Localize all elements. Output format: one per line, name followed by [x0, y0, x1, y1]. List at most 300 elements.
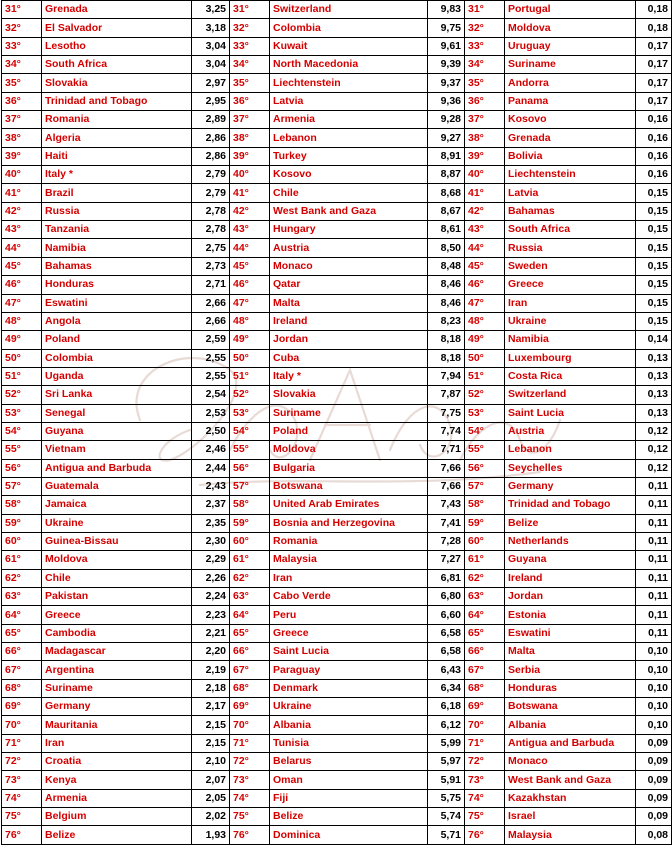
country-cell: Moldova — [270, 441, 428, 459]
value-cell: 0,11 — [636, 588, 672, 606]
country-cell: Madagascar — [42, 643, 192, 661]
value-cell: 0,09 — [636, 753, 672, 771]
value-cell: 0,12 — [636, 422, 672, 440]
rank-cell: 57° — [230, 477, 270, 495]
value-cell: 2,86 — [192, 129, 230, 147]
value-cell: 6,80 — [428, 588, 465, 606]
value-cell: 3,18 — [192, 19, 230, 37]
rank-cell: 38° — [2, 129, 42, 147]
country-cell: Saint Lucia — [505, 404, 636, 422]
country-cell: Ukraine — [505, 312, 636, 330]
country-cell: Ukraine — [270, 698, 428, 716]
rank-cell: 71° — [2, 734, 42, 752]
rank-cell: 50° — [230, 349, 270, 367]
value-cell: 0,15 — [636, 257, 672, 275]
table-row — [2, 496, 672, 514]
rank-cell: 68° — [465, 679, 505, 697]
value-cell: 0,15 — [636, 239, 672, 257]
country-cell: Iran — [505, 294, 636, 312]
value-cell: 2,50 — [192, 422, 230, 440]
rank-cell: 61° — [2, 551, 42, 569]
value-cell: 2,07 — [192, 771, 230, 789]
country-cell: Bahamas — [42, 257, 192, 275]
country-cell: Switzerland — [505, 386, 636, 404]
rank-cell: 61° — [465, 551, 505, 569]
table-row — [2, 166, 672, 184]
rank-cell: 72° — [230, 753, 270, 771]
value-cell: 3,25 — [192, 1, 230, 19]
table-row — [2, 184, 672, 202]
country-cell: Honduras — [505, 679, 636, 697]
rank-cell: 43° — [230, 221, 270, 239]
rank-cell: 59° — [465, 514, 505, 532]
value-cell: 0,18 — [636, 1, 672, 19]
country-cell: Austria — [505, 422, 636, 440]
rank-cell: 52° — [465, 386, 505, 404]
table-row — [2, 808, 672, 826]
value-cell: 2,21 — [192, 624, 230, 642]
rank-cell: 37° — [2, 111, 42, 129]
country-cell: Ireland — [505, 569, 636, 587]
country-cell: Mauritania — [42, 716, 192, 734]
country-cell: Bolivia — [505, 147, 636, 165]
rank-cell: 32° — [230, 19, 270, 37]
rank-cell: 34° — [230, 56, 270, 74]
rank-cell: 43° — [465, 221, 505, 239]
value-cell: 6,43 — [428, 661, 465, 679]
value-cell: 9,61 — [428, 37, 465, 55]
country-cell: Andorra — [505, 74, 636, 92]
value-cell: 2,78 — [192, 221, 230, 239]
country-cell: Haiti — [42, 147, 192, 165]
value-cell: 2,17 — [192, 698, 230, 716]
table-row — [2, 367, 672, 385]
rank-cell: 36° — [2, 92, 42, 110]
table-row — [2, 606, 672, 624]
country-cell: Trinidad and Tobago — [42, 92, 192, 110]
rank-cell: 74° — [230, 789, 270, 807]
country-cell: Cuba — [270, 349, 428, 367]
value-cell: 5,75 — [428, 789, 465, 807]
country-cell: Slovakia — [270, 386, 428, 404]
country-cell: Suriname — [270, 404, 428, 422]
rank-cell: 59° — [2, 514, 42, 532]
value-cell: 0,17 — [636, 92, 672, 110]
country-cell: Namibia — [42, 239, 192, 257]
country-cell: Tanzania — [42, 221, 192, 239]
value-cell: 2,55 — [192, 349, 230, 367]
rank-cell: 51° — [465, 367, 505, 385]
rank-cell: 47° — [465, 294, 505, 312]
rank-cell: 70° — [2, 716, 42, 734]
value-cell: 7,74 — [428, 422, 465, 440]
value-cell: 8,50 — [428, 239, 465, 257]
country-cell: Kosovo — [270, 166, 428, 184]
value-cell: 6,18 — [428, 698, 465, 716]
country-cell: Algeria — [42, 129, 192, 147]
country-cell: Kazakhstan — [505, 789, 636, 807]
country-cell: Senegal — [42, 404, 192, 422]
rank-cell: 64° — [230, 606, 270, 624]
value-cell: 8,18 — [428, 331, 465, 349]
value-cell: 6,58 — [428, 643, 465, 661]
country-cell: Grenada — [42, 1, 192, 19]
country-cell: Kenya — [42, 771, 192, 789]
rank-cell: 63° — [230, 588, 270, 606]
country-cell: Jordan — [505, 588, 636, 606]
value-cell: 0,16 — [636, 129, 672, 147]
value-cell: 2,95 — [192, 92, 230, 110]
rank-cell: 65° — [465, 624, 505, 642]
table-row — [2, 129, 672, 147]
rank-cell: 48° — [465, 312, 505, 330]
country-cell: Lebanon — [505, 441, 636, 459]
country-cell: El Salvador — [42, 19, 192, 37]
country-cell: Uruguay — [505, 37, 636, 55]
country-cell: Malaysia — [270, 551, 428, 569]
country-cell: Antigua and Barbuda — [42, 459, 192, 477]
rank-cell: 35° — [465, 74, 505, 92]
value-cell: 8,46 — [428, 276, 465, 294]
value-cell: 2,29 — [192, 551, 230, 569]
country-cell: Italy * — [42, 166, 192, 184]
country-cell: Armenia — [270, 111, 428, 129]
rank-cell: 46° — [465, 276, 505, 294]
rank-cell: 68° — [2, 679, 42, 697]
value-cell: 5,99 — [428, 734, 465, 752]
value-cell: 0,12 — [636, 459, 672, 477]
country-cell: Romania — [270, 532, 428, 550]
rank-cell: 39° — [230, 147, 270, 165]
value-cell: 0,12 — [636, 441, 672, 459]
value-cell: 0,09 — [636, 734, 672, 752]
country-cell: Suriname — [505, 56, 636, 74]
country-cell: South Africa — [505, 221, 636, 239]
value-cell: 2,35 — [192, 514, 230, 532]
table-row — [2, 826, 672, 844]
value-cell: 8,87 — [428, 166, 465, 184]
country-cell: Guinea-Bissau — [42, 532, 192, 550]
value-cell: 2,23 — [192, 606, 230, 624]
value-cell: 2,73 — [192, 257, 230, 275]
country-cell: Greece — [270, 624, 428, 642]
value-cell: 9,28 — [428, 111, 465, 129]
table-row — [2, 276, 672, 294]
country-cell: Malta — [270, 294, 428, 312]
country-cell: Malaysia — [505, 826, 636, 844]
value-cell: 2,79 — [192, 184, 230, 202]
country-cell: Moldova — [42, 551, 192, 569]
rank-cell: 49° — [230, 331, 270, 349]
rank-cell: 66° — [2, 643, 42, 661]
value-cell: 7,43 — [428, 496, 465, 514]
rank-cell: 62° — [465, 569, 505, 587]
rank-cell: 51° — [2, 367, 42, 385]
rank-cell: 33° — [2, 37, 42, 55]
rank-cell: 54° — [230, 422, 270, 440]
value-cell: 7,41 — [428, 514, 465, 532]
country-cell: Monaco — [270, 257, 428, 275]
rank-cell: 60° — [2, 532, 42, 550]
country-cell: Poland — [42, 331, 192, 349]
rank-cell: 48° — [2, 312, 42, 330]
country-cell: Botswana — [270, 477, 428, 495]
table-row — [2, 753, 672, 771]
rank-cell: 39° — [465, 147, 505, 165]
value-cell: 6,12 — [428, 716, 465, 734]
rank-cell: 51° — [230, 367, 270, 385]
country-cell: Bosnia and Herzegovina — [270, 514, 428, 532]
rank-cell: 65° — [2, 624, 42, 642]
country-cell: Liechtenstein — [270, 74, 428, 92]
rank-cell: 63° — [2, 588, 42, 606]
rank-cell: 49° — [2, 331, 42, 349]
value-cell: 2,71 — [192, 276, 230, 294]
value-cell: 9,39 — [428, 56, 465, 74]
rank-cell: 32° — [465, 19, 505, 37]
country-cell: Liechtenstein — [505, 166, 636, 184]
value-cell: 0,11 — [636, 569, 672, 587]
value-cell: 6,58 — [428, 624, 465, 642]
country-cell: Jordan — [270, 331, 428, 349]
rank-cell: 34° — [2, 56, 42, 74]
country-cell: Paraguay — [270, 661, 428, 679]
country-cell: Dominica — [270, 826, 428, 844]
rank-cell: 33° — [230, 37, 270, 55]
country-cell: Ukraine — [42, 514, 192, 532]
value-cell: 0,15 — [636, 312, 672, 330]
value-cell: 0,09 — [636, 789, 672, 807]
country-cell: Namibia — [505, 331, 636, 349]
country-cell: Seychelles — [505, 459, 636, 477]
value-cell: 2,55 — [192, 367, 230, 385]
rank-cell: 75° — [465, 808, 505, 826]
rank-cell: 53° — [2, 404, 42, 422]
table-row — [2, 312, 672, 330]
rank-cell: 52° — [2, 386, 42, 404]
table-row — [2, 331, 672, 349]
country-cell: Albania — [505, 716, 636, 734]
country-cell: Sweden — [505, 257, 636, 275]
value-cell: 9,75 — [428, 19, 465, 37]
country-cell: Lebanon — [270, 129, 428, 147]
rank-cell: 72° — [465, 753, 505, 771]
rank-cell: 44° — [465, 239, 505, 257]
value-cell: 2,02 — [192, 808, 230, 826]
value-cell: 2,24 — [192, 588, 230, 606]
rank-cell: 53° — [230, 404, 270, 422]
rank-cell: 44° — [2, 239, 42, 257]
value-cell: 2,97 — [192, 74, 230, 92]
value-cell: 2,54 — [192, 386, 230, 404]
rank-cell: 37° — [230, 111, 270, 129]
rank-cell: 46° — [2, 276, 42, 294]
rank-cell: 73° — [465, 771, 505, 789]
table-row — [2, 386, 672, 404]
table-row — [2, 349, 672, 367]
value-cell: 0,14 — [636, 331, 672, 349]
rank-cell: 59° — [230, 514, 270, 532]
country-cell: Eswatini — [505, 624, 636, 642]
rank-cell: 50° — [465, 349, 505, 367]
value-cell: 2,05 — [192, 789, 230, 807]
rank-cell: 47° — [2, 294, 42, 312]
value-cell: 8,67 — [428, 202, 465, 220]
country-cell: Armenia — [42, 789, 192, 807]
value-cell: 2,66 — [192, 312, 230, 330]
value-cell: 8,48 — [428, 257, 465, 275]
value-cell: 0,10 — [636, 698, 672, 716]
table-row — [2, 202, 672, 220]
value-cell: 8,91 — [428, 147, 465, 165]
rank-cell: 69° — [465, 698, 505, 716]
country-cell: Ireland — [270, 312, 428, 330]
country-cell: Belize — [505, 514, 636, 532]
table-row — [2, 624, 672, 642]
rank-cell: 66° — [230, 643, 270, 661]
value-cell: 7,87 — [428, 386, 465, 404]
value-cell: 0,17 — [636, 56, 672, 74]
value-cell: 0,10 — [636, 679, 672, 697]
ranking-rows — [2, 1, 672, 845]
value-cell: 2,79 — [192, 166, 230, 184]
rank-cell: 69° — [2, 698, 42, 716]
table-row — [2, 514, 672, 532]
country-cell: Costa Rica — [505, 367, 636, 385]
country-cell: Albania — [270, 716, 428, 734]
rank-cell: 66° — [465, 643, 505, 661]
rank-cell: 56° — [465, 459, 505, 477]
table-row — [2, 569, 672, 587]
country-cell: Colombia — [270, 19, 428, 37]
country-cell: Kuwait — [270, 37, 428, 55]
country-cell: Bahamas — [505, 202, 636, 220]
country-cell: Luxembourg — [505, 349, 636, 367]
value-cell: 8,61 — [428, 221, 465, 239]
value-cell: 9,36 — [428, 92, 465, 110]
country-cell: Serbia — [505, 661, 636, 679]
rank-cell: 41° — [230, 184, 270, 202]
country-cell: Monaco — [505, 753, 636, 771]
value-cell: 0,13 — [636, 386, 672, 404]
table-row — [2, 532, 672, 550]
country-cell: Trinidad and Tobago — [505, 496, 636, 514]
value-cell: 2,30 — [192, 532, 230, 550]
rank-cell: 50° — [2, 349, 42, 367]
value-cell: 0,10 — [636, 661, 672, 679]
rank-cell: 67° — [465, 661, 505, 679]
rank-cell: 33° — [465, 37, 505, 55]
rank-cell: 62° — [2, 569, 42, 587]
rank-cell: 61° — [230, 551, 270, 569]
value-cell: 9,27 — [428, 129, 465, 147]
value-cell: 2,78 — [192, 202, 230, 220]
country-cell: Botswana — [505, 698, 636, 716]
country-cell: Belgium — [42, 808, 192, 826]
country-cell: Honduras — [42, 276, 192, 294]
rank-cell: 65° — [230, 624, 270, 642]
country-cell: Grenada — [505, 129, 636, 147]
country-cell: Peru — [270, 606, 428, 624]
table-row — [2, 37, 672, 55]
table-row — [2, 588, 672, 606]
value-cell: 8,46 — [428, 294, 465, 312]
rank-cell: 56° — [2, 459, 42, 477]
table-row — [2, 19, 672, 37]
country-cell: Guyana — [505, 551, 636, 569]
value-cell: 0,13 — [636, 404, 672, 422]
table-row — [2, 221, 672, 239]
table-row — [2, 239, 672, 257]
table-row — [2, 771, 672, 789]
value-cell: 0,13 — [636, 349, 672, 367]
ranking-table — [1, 0, 672, 845]
country-cell: South Africa — [42, 56, 192, 74]
value-cell: 0,11 — [636, 606, 672, 624]
country-cell: Chile — [42, 569, 192, 587]
rank-cell: 55° — [2, 441, 42, 459]
rank-cell: 49° — [465, 331, 505, 349]
value-cell: 2,10 — [192, 753, 230, 771]
rank-cell: 55° — [465, 441, 505, 459]
rank-cell: 56° — [230, 459, 270, 477]
country-cell: Israel — [505, 808, 636, 826]
value-cell: 0,10 — [636, 643, 672, 661]
table-row — [2, 441, 672, 459]
table-row — [2, 661, 672, 679]
country-cell: Switzerland — [270, 1, 428, 19]
value-cell: 1,93 — [192, 826, 230, 844]
country-cell: Slovakia — [42, 74, 192, 92]
value-cell: 0,11 — [636, 477, 672, 495]
value-cell: 0,11 — [636, 496, 672, 514]
rank-cell: 76° — [230, 826, 270, 844]
rank-cell: 60° — [230, 532, 270, 550]
table-row — [2, 789, 672, 807]
value-cell: 2,59 — [192, 331, 230, 349]
country-cell: Sri Lanka — [42, 386, 192, 404]
rank-cell: 36° — [230, 92, 270, 110]
country-cell: Angola — [42, 312, 192, 330]
value-cell: 2,86 — [192, 147, 230, 165]
country-cell: Vietnam — [42, 441, 192, 459]
rank-cell: 31° — [2, 1, 42, 19]
value-cell: 6,34 — [428, 679, 465, 697]
value-cell: 0,09 — [636, 808, 672, 826]
rank-cell: 35° — [230, 74, 270, 92]
table-row — [2, 257, 672, 275]
country-cell: Malta — [505, 643, 636, 661]
country-cell: West Bank and Gaza — [505, 771, 636, 789]
value-cell: 2,53 — [192, 404, 230, 422]
table-row — [2, 422, 672, 440]
country-cell: Russia — [42, 202, 192, 220]
country-cell: Bulgaria — [270, 459, 428, 477]
table-row — [2, 643, 672, 661]
value-cell: 8,23 — [428, 312, 465, 330]
value-cell: 3,04 — [192, 37, 230, 55]
value-cell: 2,46 — [192, 441, 230, 459]
table-row — [2, 92, 672, 110]
rank-cell: 42° — [230, 202, 270, 220]
value-cell: 0,15 — [636, 294, 672, 312]
rank-cell: 57° — [2, 477, 42, 495]
table-row — [2, 551, 672, 569]
rank-cell: 58° — [465, 496, 505, 514]
value-cell: 2,20 — [192, 643, 230, 661]
value-cell: 0,15 — [636, 221, 672, 239]
value-cell: 2,18 — [192, 679, 230, 697]
